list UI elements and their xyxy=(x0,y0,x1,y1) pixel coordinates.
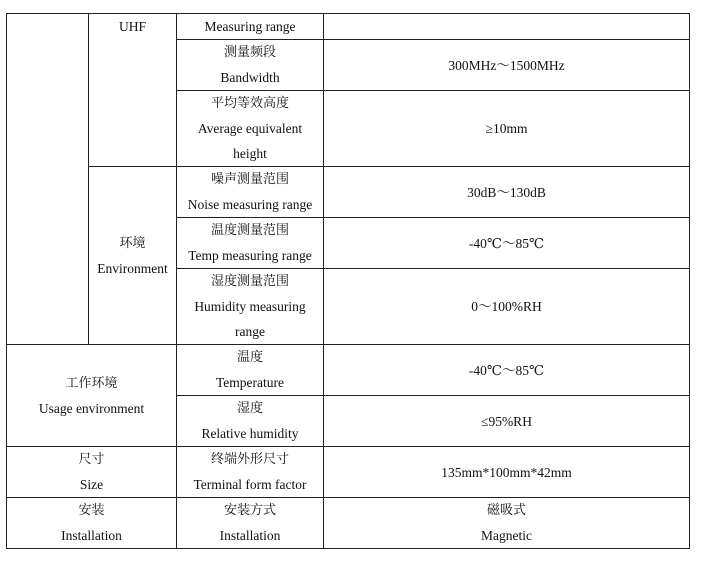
group-label-size xyxy=(7,447,177,498)
value-cell xyxy=(324,91,690,167)
value-text: ≥10mm xyxy=(485,121,528,136)
row-label-temperature xyxy=(177,345,324,396)
label-en: Bandwidth xyxy=(220,70,280,85)
label-en: Humidity measuring xyxy=(194,299,306,314)
label-cn: 湿度 xyxy=(236,401,263,416)
label-cn: 测量频段 xyxy=(223,45,276,60)
row-label-installation-method xyxy=(177,498,324,549)
table-row xyxy=(7,167,690,218)
value-text: 0～100%RH xyxy=(471,299,542,314)
value-cell xyxy=(324,447,690,498)
group-label-cn: 工作环境 xyxy=(65,375,118,391)
value-cell xyxy=(324,218,690,269)
value-text-en: Magnetic xyxy=(481,528,532,543)
label-en: Relative humidity xyxy=(201,426,299,441)
label-en: Terminal form factor xyxy=(193,477,307,492)
label-en: Temp measuring range xyxy=(188,248,312,263)
value-cell xyxy=(324,498,690,549)
group-label-cn: 安装 xyxy=(78,503,105,518)
value-text: 300MHz～1500MHz xyxy=(448,57,565,73)
label-cn: 噪声测量范围 xyxy=(210,172,289,187)
group-label-cn: 环境 xyxy=(119,235,146,251)
table-row xyxy=(7,14,690,40)
label-en: Installation xyxy=(219,528,281,543)
group-label-en: Size xyxy=(79,477,104,492)
value-cell xyxy=(324,40,690,91)
value-cell xyxy=(324,14,690,40)
value-cell xyxy=(324,167,690,218)
table-row xyxy=(7,498,690,549)
group-label-uhf xyxy=(89,14,177,167)
group-label-usage-environment xyxy=(7,345,177,447)
group-label-text: UHF xyxy=(118,19,146,34)
label-cn: 安装方式 xyxy=(223,503,276,518)
spec-table xyxy=(6,13,689,545)
value-text: ≤95%RH xyxy=(481,413,532,429)
label-cn: 终端外形尺寸 xyxy=(210,452,289,467)
value-text: 30dB～130dB xyxy=(467,184,546,200)
row-label-humidity xyxy=(177,269,324,345)
value-cell xyxy=(324,396,690,447)
label-en: Temperature xyxy=(215,375,284,390)
group-label-installation xyxy=(7,498,177,549)
label-en: Measuring range xyxy=(204,19,296,34)
value-cell xyxy=(324,269,690,345)
group-label-cn: 尺寸 xyxy=(78,452,105,467)
group-label-environment xyxy=(89,167,177,345)
row-label-form-factor xyxy=(177,447,324,498)
label-cn: 平均等效高度 xyxy=(210,96,289,111)
row-label-measuring-range xyxy=(177,14,324,40)
group-label-en: Environment xyxy=(97,260,168,276)
outer-group-cell xyxy=(7,14,89,345)
row-label-noise xyxy=(177,167,324,218)
row-label-relative-humidity xyxy=(177,396,324,447)
group-label-en: Usage environment xyxy=(38,400,145,416)
table-row xyxy=(7,345,690,396)
label-en: range xyxy=(235,324,265,339)
label-cn: 温度测量范围 xyxy=(210,223,289,238)
group-label-en: Installation xyxy=(61,528,122,543)
value-text-cn: 磁吸式 xyxy=(486,503,526,518)
value-text: -40℃～85℃ xyxy=(468,235,545,251)
label-cn: 湿度测量范围 xyxy=(210,274,289,289)
value-cell xyxy=(324,345,690,396)
table-row xyxy=(7,447,690,498)
label-en: Average equivalent xyxy=(197,121,303,136)
row-label-bandwidth xyxy=(177,40,324,91)
value-text: 135mm*100mm*42mm xyxy=(441,464,572,480)
row-label-temp xyxy=(177,218,324,269)
label-en: Noise measuring range xyxy=(187,197,313,212)
label-en: height xyxy=(233,146,267,161)
label-cn: 温度 xyxy=(236,350,263,365)
value-text: -40℃～85℃ xyxy=(468,362,545,378)
row-label-average-height xyxy=(177,91,324,167)
